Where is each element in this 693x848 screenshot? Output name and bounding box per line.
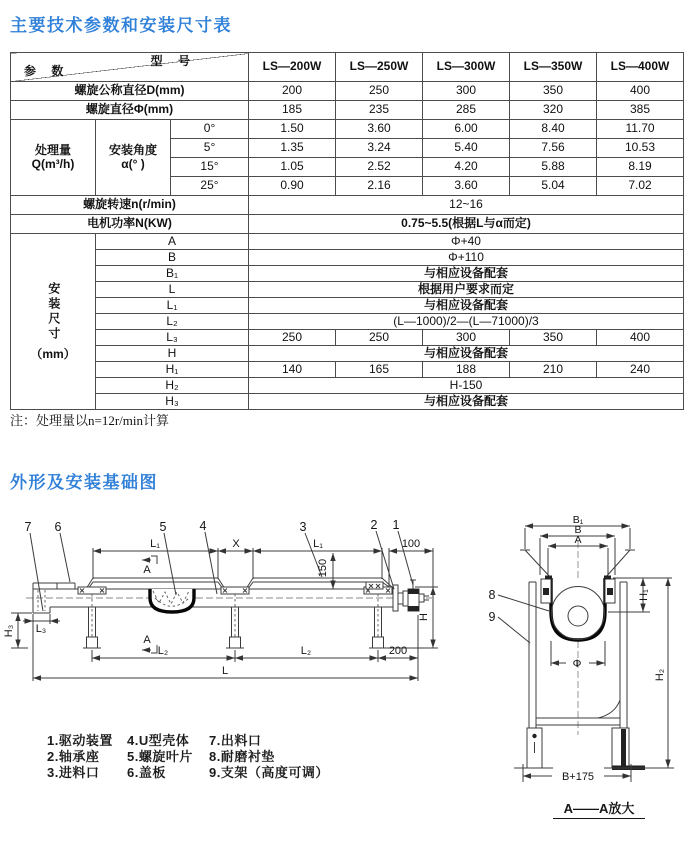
spec-cell: 与相应设备配套 xyxy=(249,394,684,410)
legend-item: 6.盖板 xyxy=(127,765,166,780)
spec-cell: 3.60 xyxy=(336,120,423,139)
angle-value: 25° xyxy=(171,177,249,196)
install-row-label: L₃ xyxy=(96,330,249,346)
legend-item: 5.螺旋叶片 xyxy=(127,749,193,764)
model-header: LS—350W xyxy=(510,53,597,82)
spec-cell: 385 xyxy=(597,101,684,120)
spec-cell: 5.04 xyxy=(510,177,597,196)
part-number-7: 7 xyxy=(24,520,32,534)
dim-label-200: 200 xyxy=(388,645,408,657)
dim-label-h3: H₃ xyxy=(3,624,15,638)
spec-cell: 根据用户要求而定 xyxy=(249,282,684,298)
dim-label-b175: B+175 xyxy=(561,771,595,783)
spec-cell: Φ+110 xyxy=(249,250,684,266)
install-row-label: H₁ xyxy=(96,362,249,378)
dim-label-l2: L₂ xyxy=(157,645,169,657)
spec-cell: 7.56 xyxy=(510,139,597,158)
model-header: LS—400W xyxy=(597,53,684,82)
spec-cell: 185 xyxy=(249,101,336,120)
dim-label-l2: L₂ xyxy=(300,645,312,657)
dim-label-b1: B₁ xyxy=(572,514,584,526)
dim-label-x: X xyxy=(232,538,240,550)
dim-label-l: L xyxy=(221,665,229,677)
side-view xyxy=(3,518,438,681)
install-row-label: H₃ xyxy=(96,394,249,410)
spec-cell: 165 xyxy=(336,362,423,378)
spec-cell: 4.20 xyxy=(423,158,510,177)
capacity-label-line2: Q(m³/h) xyxy=(31,156,75,171)
spec-cell: 235 xyxy=(336,101,423,120)
spec-cell: 1.35 xyxy=(249,139,336,158)
table-note: 注：处理量以n=12r/min计算 xyxy=(10,413,169,428)
part-number-8: 8 xyxy=(488,588,496,602)
legend-item: 3.进料口 xyxy=(47,765,100,780)
install-row-label: L₂ xyxy=(96,314,249,330)
angle-value: 0° xyxy=(171,120,249,139)
angle-group-label xyxy=(96,120,171,196)
spec-cell: 400 xyxy=(597,330,684,346)
spec-cell: 250 xyxy=(249,330,336,346)
install-label-vertical: 安装尺寸 xyxy=(46,281,61,342)
spec-cell: 1.05 xyxy=(249,158,336,177)
section-letter: A xyxy=(143,564,151,576)
legend-item: 4.U型壳体 xyxy=(127,733,190,748)
spec-cell: H-150 xyxy=(249,378,684,394)
install-row-label: B₁ xyxy=(96,266,249,282)
spec-cell: 与相应设备配套 xyxy=(249,266,684,282)
model-header: LS—300W xyxy=(423,53,510,82)
section-letter: A xyxy=(143,634,151,646)
spec-cell: 250 xyxy=(336,330,423,346)
spec-cell: 8.19 xyxy=(597,158,684,177)
spec-cell: 300 xyxy=(423,82,510,101)
model-header: LS—250W xyxy=(336,53,423,82)
part-number-6: 6 xyxy=(54,520,62,534)
install-row-label: L₁ xyxy=(96,298,249,314)
spec-cell: 240 xyxy=(597,362,684,378)
spec-cell: 0.90 xyxy=(249,177,336,196)
dim-label-150: 150 xyxy=(317,558,329,578)
spec-cell: 2.16 xyxy=(336,177,423,196)
spec-cell: 12~16 xyxy=(249,196,684,215)
spec-cell: (L—1000)/2—(L—71000)/3 xyxy=(249,314,684,330)
legend-item: 9.支架（高度可调） xyxy=(209,765,329,780)
capacity-label-line1: 处理量 xyxy=(34,142,71,157)
row-label: 电机功率N(KW) xyxy=(11,215,249,234)
install-row-label: H xyxy=(96,346,249,362)
cross-dimensions xyxy=(523,526,674,782)
dim-label-l1: L₁ xyxy=(150,538,160,550)
angle-label-line2: α(° ) xyxy=(121,156,145,171)
spec-cell: 400 xyxy=(597,82,684,101)
row-label: 螺旋公称直径D(mm) xyxy=(11,82,249,101)
spec-cell: 285 xyxy=(423,101,510,120)
spec-cell: 188 xyxy=(423,362,510,378)
angle-value: 15° xyxy=(171,158,249,177)
spec-cell: 5.88 xyxy=(510,158,597,177)
dim-label-b: B xyxy=(574,524,582,536)
spec-cell: Φ+40 xyxy=(249,234,684,250)
model-header: LS—200W xyxy=(249,53,336,82)
part-number-2: 2 xyxy=(370,518,378,532)
spec-cell: 250 xyxy=(336,82,423,101)
section-enlarged-caption: A——A放大 xyxy=(553,798,645,819)
dim-label-h1: H₁ xyxy=(638,589,650,601)
legend-item: 7.出料口 xyxy=(209,733,262,748)
spec-cell: 350 xyxy=(510,330,597,346)
spec-cell: 与相应设备配套 xyxy=(249,346,684,362)
part-number-3: 3 xyxy=(299,520,307,534)
spec-cell: 10.53 xyxy=(597,139,684,158)
dim-label-a: A xyxy=(574,534,582,546)
install-row-label: A xyxy=(96,234,249,250)
spec-cell: 3.60 xyxy=(423,177,510,196)
spec-cell: 2.52 xyxy=(336,158,423,177)
spec-table xyxy=(10,52,684,410)
parts-legend xyxy=(47,730,329,778)
legend-item: 1.驱动装置 xyxy=(47,733,113,748)
install-group-label xyxy=(11,234,96,410)
dim-label-l1: L₁ xyxy=(313,538,323,550)
install-row-label: L xyxy=(96,282,249,298)
dim-label-h2: H₂ xyxy=(654,668,666,682)
dim-label-phi: Φ xyxy=(572,658,582,670)
corner-label-param: 参 数 xyxy=(24,64,70,79)
cross-section-view xyxy=(489,514,674,783)
section-marker-bottom xyxy=(142,634,157,653)
spec-cell: 210 xyxy=(510,362,597,378)
spec-cell: 200 xyxy=(249,82,336,101)
part-leaders xyxy=(30,531,413,611)
legend-item: 8.耐磨衬垫 xyxy=(209,749,275,764)
part-number-5: 5 xyxy=(159,520,167,534)
install-row-label: H₂ xyxy=(96,378,249,394)
dim-label-l3: L₃ xyxy=(35,623,47,635)
spec-cell: 与相应设备配套 xyxy=(249,298,684,314)
install-row-label: B xyxy=(96,250,249,266)
spec-cell: 5.40 xyxy=(423,139,510,158)
install-label-unit: （mm） xyxy=(30,346,76,361)
spec-cell: 11.70 xyxy=(597,120,684,139)
spec-cell: 320 xyxy=(510,101,597,120)
spec-cell: 3.24 xyxy=(336,139,423,158)
page-title-specs: 主要技术参数和安装尺寸表 xyxy=(10,16,232,35)
spec-cell: 1.50 xyxy=(249,120,336,139)
part-number-9: 9 xyxy=(488,610,496,624)
table-corner-cell xyxy=(11,53,249,82)
drive-unit xyxy=(366,580,429,611)
capacity-group-label xyxy=(11,120,96,196)
part-number-1: 1 xyxy=(392,518,400,532)
section-marker-top xyxy=(142,556,157,576)
spec-cell: 140 xyxy=(249,362,336,378)
dim-label-h: H xyxy=(418,613,430,621)
spec-cell: 6.00 xyxy=(423,120,510,139)
row-label: 螺旋转速n(r/min) xyxy=(11,196,249,215)
corner-label-model: 型 号 xyxy=(150,54,197,68)
spec-cell: 300 xyxy=(423,330,510,346)
spec-cell: 350 xyxy=(510,82,597,101)
side-dimensions xyxy=(11,548,438,681)
part-number-4: 4 xyxy=(199,519,207,533)
angle-label-line1: 安装角度 xyxy=(108,142,157,157)
legend-item: 2.轴承座 xyxy=(47,749,100,764)
page-title-drawing: 外形及安装基础图 xyxy=(10,473,158,492)
row-label: 螺旋直径Φ(mm) xyxy=(11,101,249,120)
angle-value: 5° xyxy=(171,139,249,158)
spec-cell: 7.02 xyxy=(597,177,684,196)
spec-cell: 8.40 xyxy=(510,120,597,139)
spec-cell: 0.75~5.5(根据L与α而定) xyxy=(249,215,684,234)
dim-label-100: 100 xyxy=(401,538,421,550)
